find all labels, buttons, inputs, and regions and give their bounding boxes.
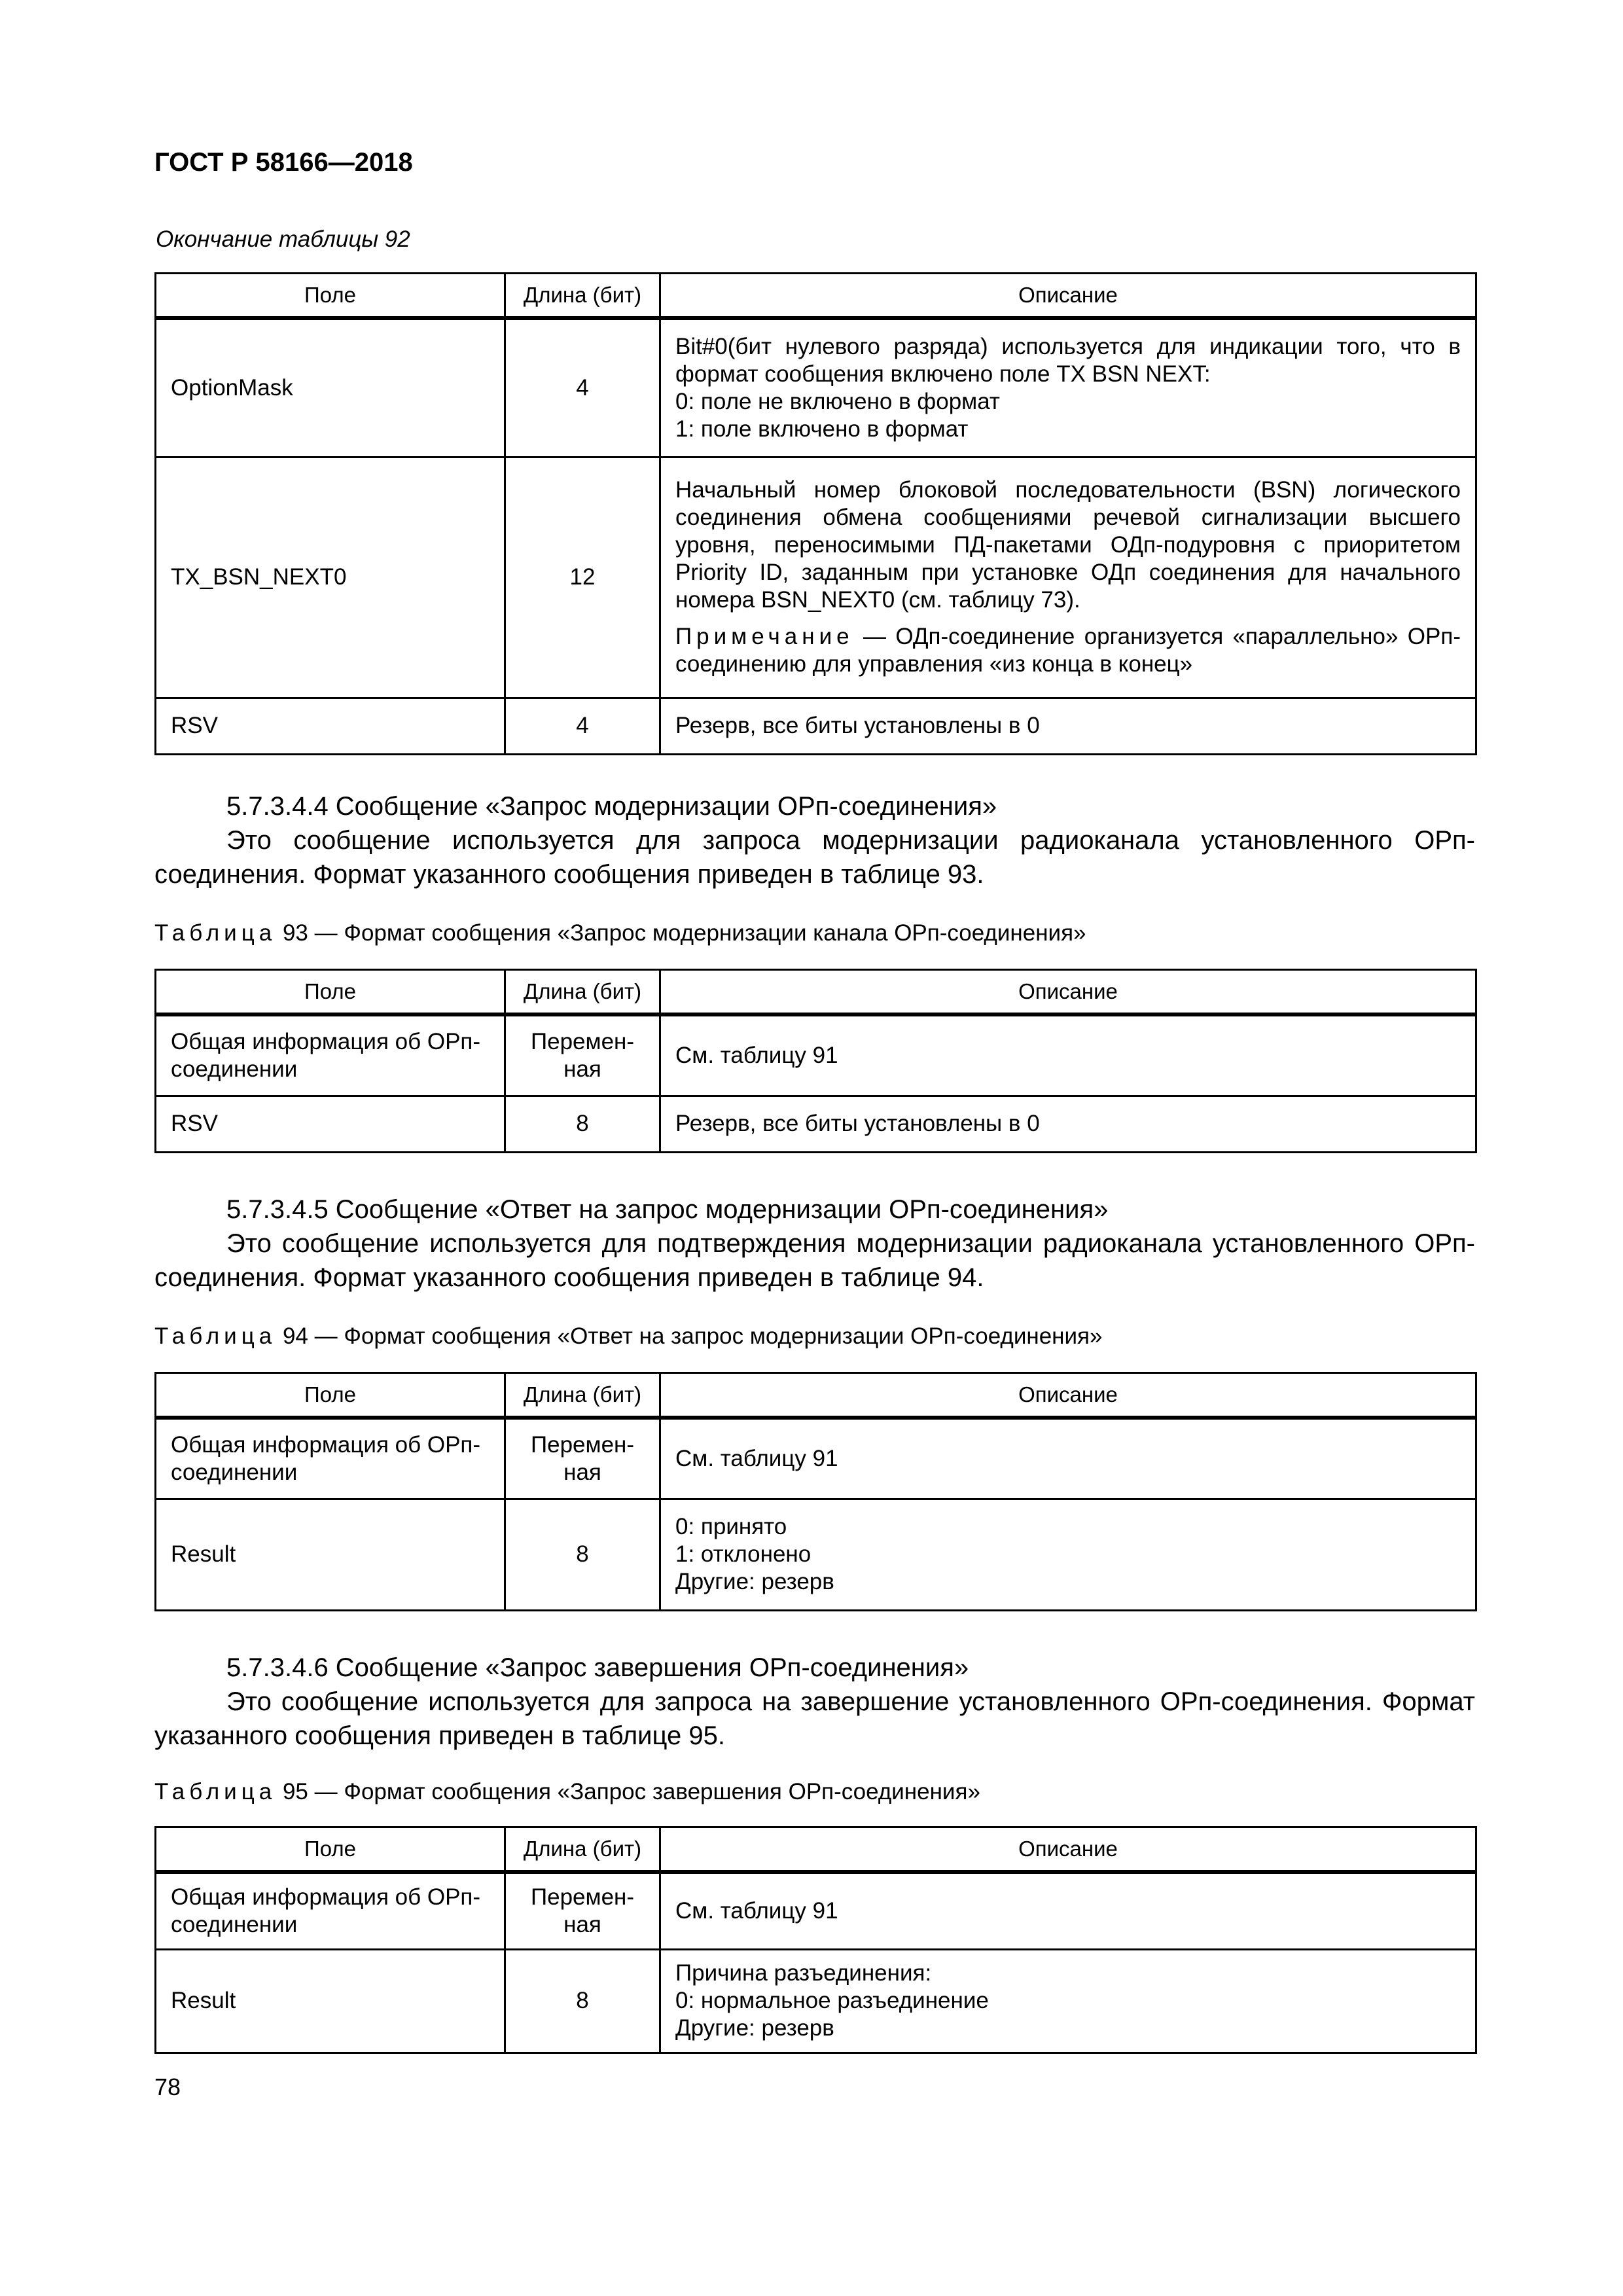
cell-field: RSV <box>156 1096 505 1152</box>
cell-field: Общая информация об ОРп-соединении <box>156 1872 505 1949</box>
cell-description: Причина разъединения: 0: нормальное разъединение Другие: резерв <box>660 1949 1476 2053</box>
cell-length: 8 <box>505 1096 660 1152</box>
section-heading: 5.7.3.4.6 Сообщение «Запрос завершения ОРп-соединения» <box>226 1653 969 1682</box>
cell-length: Перемен- ная <box>505 1014 660 1096</box>
caption-text: 93 — Формат сообщения «Запрос модернизации канала ОРп-соединения» <box>276 920 1086 946</box>
column-header-field: Поле <box>156 1373 505 1418</box>
table-continuation-title: Окончание таблицы 92 <box>156 226 410 252</box>
table-caption <box>154 1323 1102 1350</box>
table-header-row <box>156 1827 1476 1873</box>
column-header-field: Поле <box>156 274 505 319</box>
table-row <box>156 457 1476 698</box>
description-text: Начальный номер блоковой последовательности (BSN) логического соединения обмена сообщениями речевой сигнализации высшего уровня, переносимыми ПД-пакетами ОДп-подуровня с приоритетом Priority ID, заданным при установке ОДп соединения для начального номера BSN_NEXT0 (см. таблицу 73). <box>675 477 1461 613</box>
cell-field: Result <box>156 1499 505 1610</box>
cell-description: См. таблицу 91 <box>660 1418 1476 1499</box>
table-row <box>156 1499 1476 1610</box>
table-row <box>156 1418 1476 1499</box>
column-header-length: Длина (бит) <box>505 274 660 319</box>
section-heading: 5.7.3.4.4 Сообщение «Запрос модернизации ОРп-соединения» <box>226 792 997 821</box>
cell-length: Перемен- ная <box>505 1418 660 1499</box>
section-heading: 5.7.3.4.5 Сообщение «Ответ на запрос модернизации ОРп-соединения» <box>226 1195 1109 1224</box>
column-header-length: Длина (бит) <box>505 1827 660 1873</box>
cell-field: Общая информация об ОРп-соединении <box>156 1418 505 1499</box>
cell-description: Bit#0(бит нулевого разряда) используется для индикации того, что в формат сообщения включено поле TX BSN NEXT: 0: поле не включено в формат 1: поле включено в формат <box>660 318 1476 457</box>
caption-label: Таблица <box>154 920 277 946</box>
section-paragraph: Это сообщение используется для запроса на завершение установленного ОРп-соединения. Формат указанного сообщения приведен в таблице 95. <box>154 1687 1475 1750</box>
note-text: — ОДп-соединение организуется «параллельно» ОРп-соединению для управления «из конца в конец» <box>675 624 1461 677</box>
cell-field: Result <box>156 1949 505 2053</box>
cell-length: 12 <box>505 457 660 698</box>
cell-field: TX_BSN_NEXT0 <box>156 457 505 698</box>
cell-field: OptionMask <box>156 318 505 457</box>
note-label: Примечание <box>675 624 854 649</box>
cell-length: 4 <box>505 698 660 754</box>
cell-description: См. таблицу 91 <box>660 1872 1476 1949</box>
cell-length: 8 <box>505 1499 660 1610</box>
table-note <box>675 623 1461 678</box>
section-paragraph: Это сообщение используется для запроса модернизации радиоканала установленного ОРп-соединения. Формат указанного сообщения приведен в таблице 93. <box>154 826 1475 889</box>
table-row <box>156 1096 1476 1152</box>
table-caption <box>154 1779 980 1805</box>
cell-description: Резерв, все биты установлены в 0 <box>660 1096 1476 1152</box>
table-row <box>156 318 1476 457</box>
table-95 <box>154 1826 1477 2054</box>
table-92 <box>154 272 1477 755</box>
standard-designation: ГОСТ Р 58166—2018 <box>154 148 413 177</box>
column-header-field: Поле <box>156 970 505 1015</box>
table-header-row <box>156 970 1476 1015</box>
cell-length: 4 <box>505 318 660 457</box>
caption-label: Таблица <box>154 1779 277 1804</box>
caption-text: 95 — Формат сообщения «Запрос завершения ОРп-соединения» <box>276 1779 980 1804</box>
column-header-description: Описание <box>660 1373 1476 1418</box>
table-row <box>156 1014 1476 1096</box>
table-header-row <box>156 1373 1476 1418</box>
column-header-description: Описание <box>660 274 1476 319</box>
cell-description <box>660 457 1476 698</box>
table-header-row <box>156 274 1476 319</box>
cell-description: Резерв, все биты установлены в 0 <box>660 698 1476 754</box>
page-number: 78 <box>154 2073 181 2100</box>
section-paragraph: Это сообщение используется для подтверждения модернизации радиоканала установленного ОРп-соединения. Формат указанного сообщения приведен в таблице 94. <box>154 1229 1475 1292</box>
table-94 <box>154 1372 1477 1611</box>
column-header-length: Длина (бит) <box>505 970 660 1015</box>
cell-description: 0: принято 1: отклонено Другие: резерв <box>660 1499 1476 1610</box>
table-row <box>156 1872 1476 1949</box>
caption-text: 94 — Формат сообщения «Ответ на запрос модернизации ОРп-соединения» <box>276 1323 1103 1349</box>
column-header-description: Описание <box>660 970 1476 1015</box>
cell-field: RSV <box>156 698 505 754</box>
cell-description: См. таблицу 91 <box>660 1014 1476 1096</box>
cell-length: Перемен- ная <box>505 1872 660 1949</box>
caption-label: Таблица <box>154 1323 277 1349</box>
cell-length: 8 <box>505 1949 660 2053</box>
table-row <box>156 1949 1476 2053</box>
cell-field: Общая информация об ОРп-соединении <box>156 1014 505 1096</box>
table-93 <box>154 969 1477 1153</box>
column-header-description: Описание <box>660 1827 1476 1873</box>
table-caption <box>154 920 1086 946</box>
column-header-field: Поле <box>156 1827 505 1873</box>
table-row <box>156 698 1476 754</box>
column-header-length: Длина (бит) <box>505 1373 660 1418</box>
